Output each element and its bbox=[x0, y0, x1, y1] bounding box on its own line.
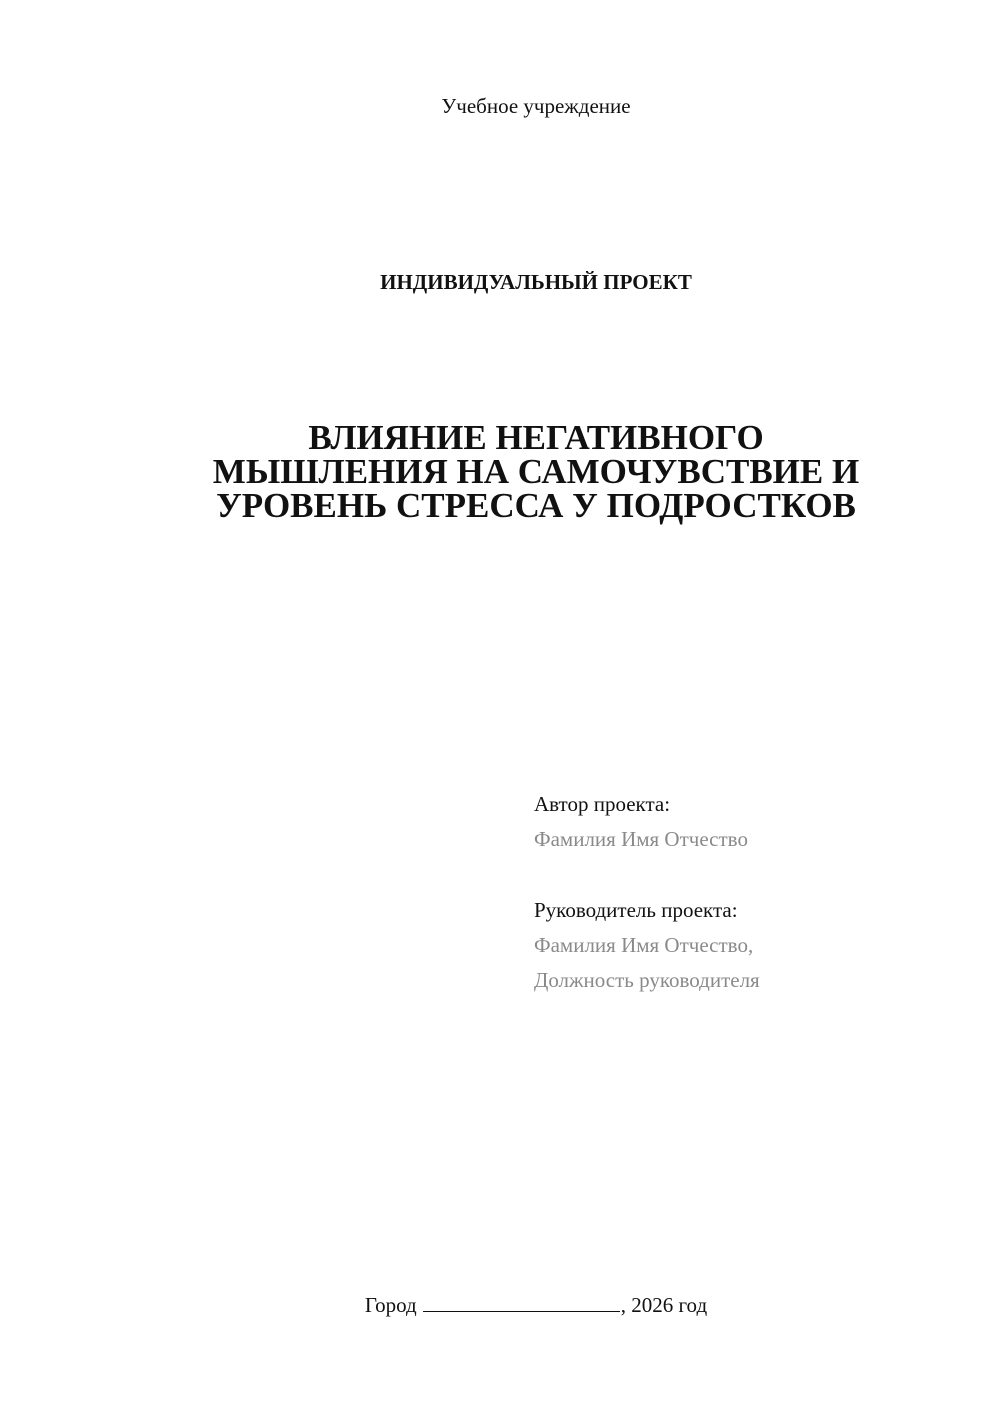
project-type-heading: ИНДИВИДУАЛЬНЫЙ ПРОЕКТ bbox=[380, 270, 692, 294]
project-title-line-2: МЫШЛЕНИЯ НА САМОЧУВСТВИЕ И bbox=[212, 452, 860, 491]
project-title bbox=[150, 418, 922, 525]
supervisor-position: Должность руководителя bbox=[534, 968, 760, 992]
info-spacer bbox=[534, 857, 974, 893]
city-label: Город bbox=[364, 1293, 417, 1317]
project-info-block bbox=[534, 787, 974, 998]
author-label: Автор проекта: bbox=[534, 792, 671, 816]
supervisor-label: Руководитель проекта: bbox=[534, 898, 738, 922]
supervisor-name: Фамилия Имя Отчество, bbox=[534, 933, 754, 957]
year-text: , 2026 год bbox=[620, 1293, 708, 1317]
project-title-line-3: УРОВЕНЬ СТРЕССА У ПОДРОСТКОВ bbox=[216, 486, 856, 525]
author-name: Фамилия Имя Отчество bbox=[534, 827, 748, 851]
institution-name: Учебное учреждение bbox=[441, 94, 631, 118]
city-blank-line bbox=[423, 1291, 620, 1312]
footer-city-year bbox=[186, 1290, 886, 1320]
project-title-line-1: ВЛИЯНИЕ НЕГАТИВНОГО bbox=[308, 418, 764, 457]
